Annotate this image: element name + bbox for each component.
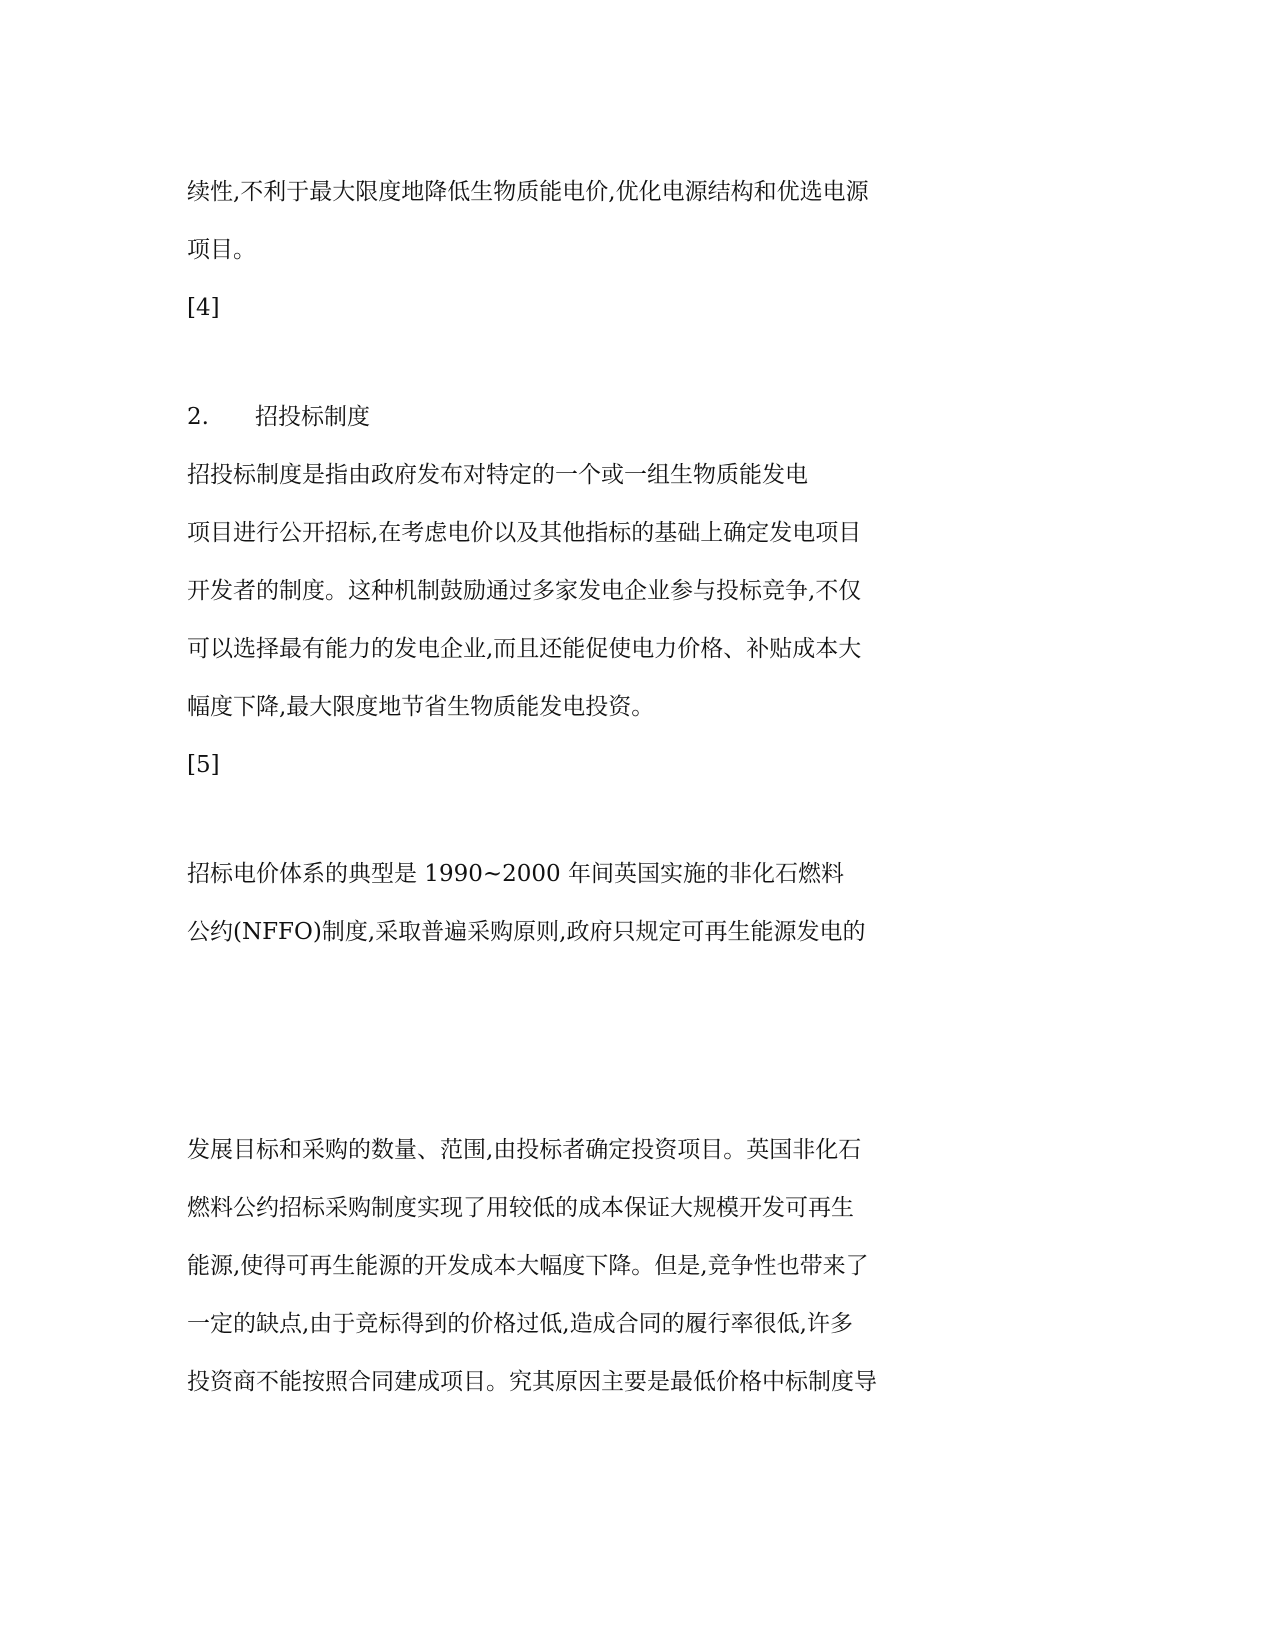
citation-marker: [4] [187,295,220,321]
paragraph-line: 续性,不利于最大限度地降低生物质能电价,优化电源结构和优选电源 [187,179,869,205]
paragraph-line: 幅度下降,最大限度地节省生物质能发电投资。 [187,694,655,720]
paragraph-line: 公约(NFFO)制度,采取普遍采购原则,政府只规定可再生能源发电的 [187,919,866,945]
paragraph-line: 投资商不能按照合同建成项目。究其原因主要是最低价格中标制度导 [187,1369,877,1395]
paragraph-line: 招投标制度是指由政府发布对特定的一个或一组生物质能发电 [187,462,808,488]
paragraph-line: 发展目标和采购的数量、范围,由投标者确定投资项目。英国非化石 [187,1137,862,1163]
paragraph-line: 一定的缺点,由于竞标得到的价格过低,造成合同的履行率很低,许多 [187,1311,853,1337]
paragraph-line: 可以选择最有能力的发电企业,而且还能促使电力价格、补贴成本大 [187,636,862,662]
section-title: 招投标制度 [255,404,370,430]
paragraph-line: 能源,使得可再生能源的开发成本大幅度下降。但是,竞争性也带来了 [187,1253,869,1279]
paragraph-line: 项目。 [187,237,256,263]
section-heading [187,403,370,431]
section-number: 2. [187,404,209,430]
paragraph-line: 项目进行公开招标,在考虑电价以及其他指标的基础上确定发电项目 [187,520,862,546]
paragraph-line: 招标电价体系的典型是 1990~2000 年间英国实施的非化石燃料 [187,861,844,887]
citation-marker: [5] [187,752,220,778]
paragraph-line: 燃料公约招标采购制度实现了用较低的成本保证大规模开发可再生 [187,1195,854,1221]
paragraph-line: 开发者的制度。这种机制鼓励通过多家发电企业参与投标竞争,不仅 [187,578,862,604]
